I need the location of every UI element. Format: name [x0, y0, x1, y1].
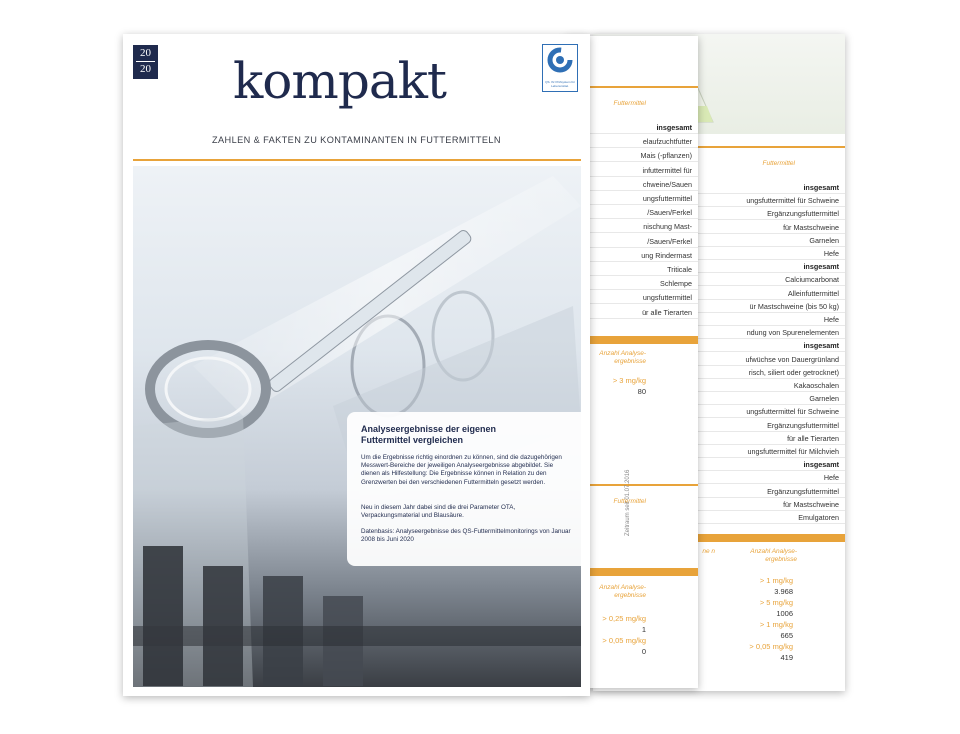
table-row: ufwüchse von Dauergrünland: [593, 354, 845, 366]
table-row: Mais (-pflanzen): [565, 150, 698, 162]
table-row: Ergänzungsfuttermittel: [593, 486, 845, 498]
table-row: risch, siliert oder getrocknet): [593, 367, 845, 379]
info-box: [347, 412, 583, 566]
table-row: für Mastschweine: [593, 222, 845, 234]
table-row: /Sauen/Ferkel: [565, 236, 698, 248]
table-row: Hefe: [593, 472, 845, 484]
table-row: Garnelen: [593, 235, 845, 247]
table-row: ung Rindermast: [565, 250, 698, 262]
table-row: Garnelen: [593, 393, 845, 405]
table-row: Ergänzungsfuttermittel: [593, 420, 845, 432]
table-row: elaufzuchtfutter: [565, 136, 698, 148]
table-row: ungsfuttermittel für Milchvieh: [593, 446, 845, 458]
table-row: Emulgatoren: [593, 512, 845, 524]
table-row: Ergänzungsfuttermittel: [593, 208, 845, 220]
table-row: ür Mastschweine (bis 50 kg): [593, 301, 845, 313]
table-row: Schlempe: [565, 278, 698, 290]
table-row: ndung von Spurenelementen: [593, 327, 845, 339]
middle-s4-count-2: 0: [641, 647, 646, 656]
middle-header-label: Futtermittel: [613, 100, 646, 107]
cover-subtitle: ZAHLEN & FAKTEN ZU KONTAMINANTEN IN FUTTERMITTELN: [212, 135, 501, 145]
value-cell: 1006: [776, 609, 793, 618]
value-cell: > 5 mg/kg: [759, 598, 793, 607]
front-cover: [123, 34, 590, 696]
middle-section4-header: Anzahl Analyse- ergebnisse: [599, 584, 646, 599]
year-badge-bottom: 20: [140, 63, 151, 75]
year-badge: [133, 45, 158, 79]
table-row: ungsfuttermittel: [565, 292, 698, 304]
middle-s4-threshold-1: > 0,25 mg/kg: [602, 614, 646, 623]
middle-s2-count: 80: [637, 387, 646, 396]
cover-accent-line: [133, 159, 581, 161]
value-cell: 419: [780, 653, 793, 662]
info-paragraph-3: Datenbasis: Analyseergebnisse des QS-Futtermittelmonitorings von Januar 2008 bis Juni 2020: [361, 528, 571, 544]
table-row: für Mastschweine: [593, 499, 845, 511]
table-row: Hefe: [593, 248, 845, 260]
table-row: Kakaoschalen: [593, 380, 845, 392]
table-row: insgesamt: [593, 182, 845, 194]
table-row: ungsfuttermittel: [565, 193, 698, 205]
cover-title: kompakt: [233, 52, 447, 110]
table-row: chweine/Sauen: [565, 179, 698, 191]
table-row: nischung Mast-: [565, 221, 698, 233]
info-paragraph-1: Um die Ergebnisse richtig einordnen zu können, sind die dazugehörigen Messwert-Bereiche der jeweiligen Analyseergebnisse abgebildet. Sie dienen als Hilfestellung: Die Ergebnisse können in Relation zu den Grenzwerten bei den verschiedenen Futtermitteln gesetzt werden.: [361, 454, 562, 486]
back-header-label: Futtermittel: [762, 160, 795, 167]
table-row: insgesamt: [593, 459, 845, 471]
table-row: Calciumcarbonat: [593, 274, 845, 286]
value-cell: > 0,05 mg/kg: [749, 642, 793, 651]
value-cell: > 1 mg/kg: [759, 620, 793, 629]
table-row: insgesamt: [593, 261, 845, 273]
qs-logo-icon: [543, 45, 577, 75]
table-row: infuttermittel für: [565, 165, 698, 177]
table-row: Hefe: [593, 314, 845, 326]
value-cell: 3.968: [774, 587, 793, 596]
table-row: ungsfuttermittel für Schweine: [593, 195, 845, 207]
middle-section2-header: Anzahl Analyse- ergebnisse: [599, 350, 646, 365]
info-paragraph-2: Neu in diesem Jahr dabei sind die drei Parameter OTA, Verpackungsmaterial und Blausäure.: [361, 504, 516, 520]
qs-logo: [542, 44, 578, 92]
value-cell: > 1 mg/kg: [759, 576, 793, 585]
middle-section3-header: Futtermittel: [613, 498, 646, 505]
table-row: Triticale: [565, 264, 698, 276]
value-cell: 665: [780, 631, 793, 640]
qs-logo-text: QS. Ihr Prüfsystem für Lebensmittel.: [545, 80, 575, 88]
back-col2-header: Anzahl Analyse- ergebnisse: [750, 548, 797, 563]
table-row: insgesamt: [565, 122, 698, 134]
table-row: für alle Tierarten: [593, 433, 845, 445]
middle-s4-count-1: 1: [641, 625, 646, 634]
middle-vertical-note: Zeitraum seit 01.07.2016: [625, 469, 631, 536]
middle-s4-threshold-2: > 0,05 mg/kg: [602, 636, 646, 645]
table-row: ür alle Tierarten: [565, 307, 698, 319]
year-badge-top: 20: [136, 46, 155, 62]
info-heading: Analyseergebnisse der eigenen Futtermittel vergleichen: [361, 424, 497, 445]
table-row: ungsfuttermittel für Schweine: [593, 406, 845, 418]
table-row: /Sauen/Ferkel: [565, 207, 698, 219]
table-row: insgesamt: [593, 340, 845, 352]
table-row: Alleinfuttermittel: [593, 288, 845, 300]
back-col1-header: ne n: [702, 548, 715, 555]
middle-s2-threshold: > 3 mg/kg: [612, 376, 646, 385]
